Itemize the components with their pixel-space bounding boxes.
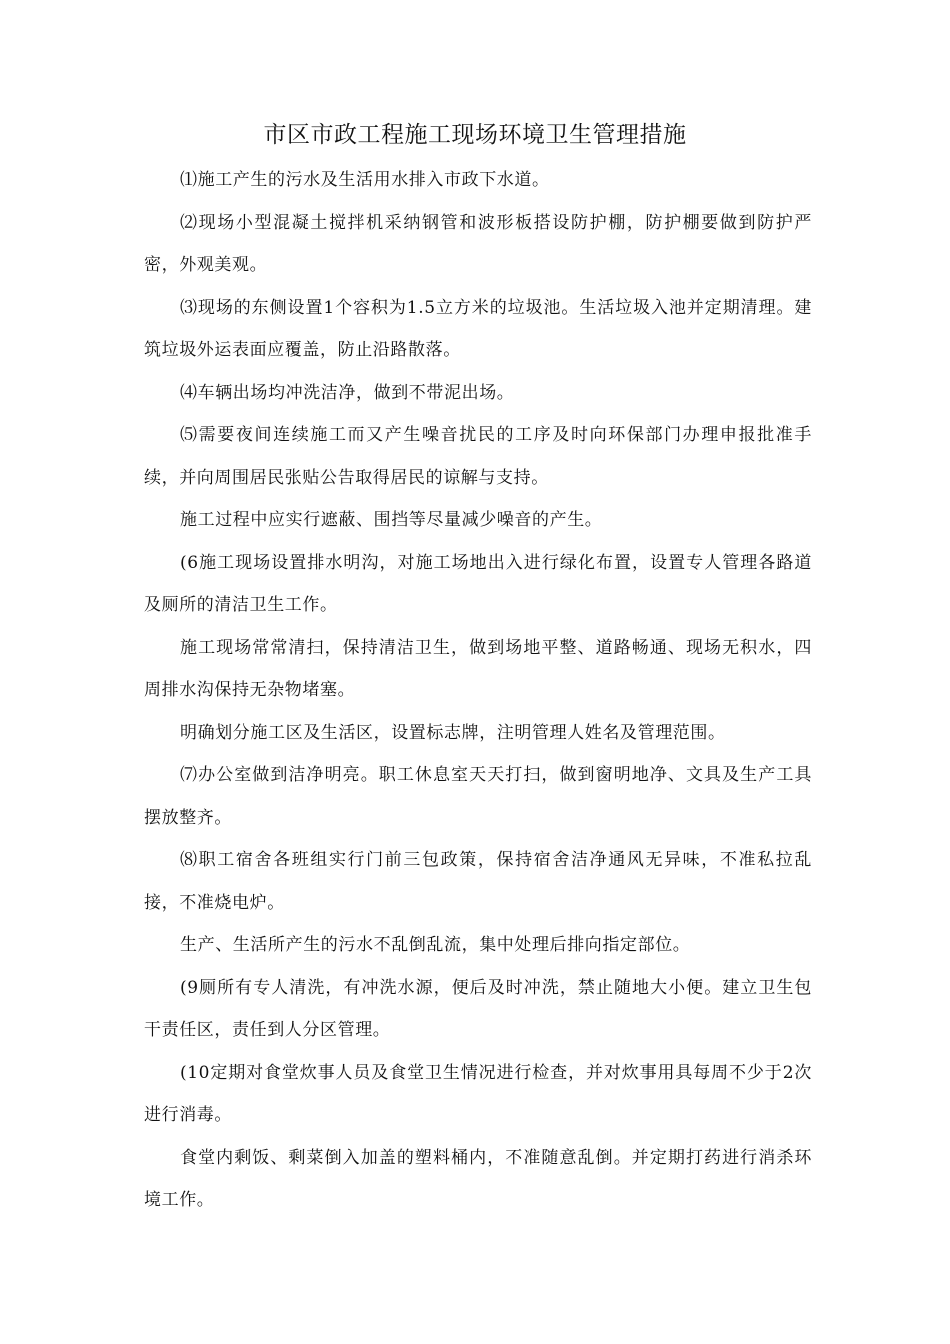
paragraph-10: ⑺办公室做到洁净明亮。职工休息室天天打扫，做到窗明地净、文具及生产工具摆放整齐。 (144, 765, 812, 828)
paragraph-9: 明确划分施工区及生活区，设置标志牌，注明管理人姓名及管理范围。 (180, 722, 726, 743)
paragraph-12: 生产、生活所产生的污水不乱倒乱流，集中处理后排向指定部位。 (180, 935, 691, 955)
document-body (144, 159, 812, 1222)
paragraph-5: ⑸需要夜间连续施工而又产生噪音扰民的工序及时向环保部门办理申报批准手续，并向周围居民张贴公告取得居民的谅解与支持。 (144, 425, 812, 488)
document-title: 市区市政工程施工现场环境卫生管理措施 (263, 122, 687, 148)
paragraph-13: (9厕所有专人清洗，有冲洗水源，便后及时冲洗，禁止随地大小便。建立卫生包干责任区，责任到人分区管理。 (144, 977, 812, 1040)
paragraph-15: 食堂内剩饭、剩菜倒入加盖的塑料桶内，不准随意乱倒。并定期打药进行消杀环境工作。 (144, 1147, 812, 1210)
paragraph-1: ⑴施工产生的污水及生活用水排入市政下水道。 (180, 170, 550, 190)
paragraph-2: ⑵现场小型混凝土搅拌机采纳钢管和波形板搭设防护棚，防护棚要做到防护严密，外观美观。 (144, 212, 812, 275)
paragraph-6: 施工过程中应实行遮蔽、围挡等尽量减少噪音的产生。 (180, 510, 603, 530)
paragraph-11: ⑻职工宿舍各班组实行门前三包政策，保持宿舍洁净通风无异味，不准私拉乱接，不准烧电炉。 (144, 850, 812, 913)
paragraph-3: ⑶现场的东侧设置1个容积为1.5立方米的垃圾池。生活垃圾入池并定期清理。建筑垃圾外运表面应覆盖，防止沿路散落。 (144, 297, 812, 360)
paragraph-14: (10定期对食堂炊事人员及食堂卫生情况进行检查，并对炊事用具每周不少于2次进行消毒。 (144, 1062, 812, 1125)
paragraph-4: ⑷车辆出场均冲洗洁净，做到不带泥出场。 (180, 382, 515, 403)
paragraph-7: (6施工现场设置排水明沟，对施工场地出入进行绿化布置，设置专人管理各路道及厕所的清洁卫生工作。 (144, 552, 812, 615)
paragraph-8: 施工现场常常清扫，保持清洁卫生，做到场地平整、道路畅通、现场无积水，四周排水沟保持无杂物堵塞。 (144, 637, 812, 700)
